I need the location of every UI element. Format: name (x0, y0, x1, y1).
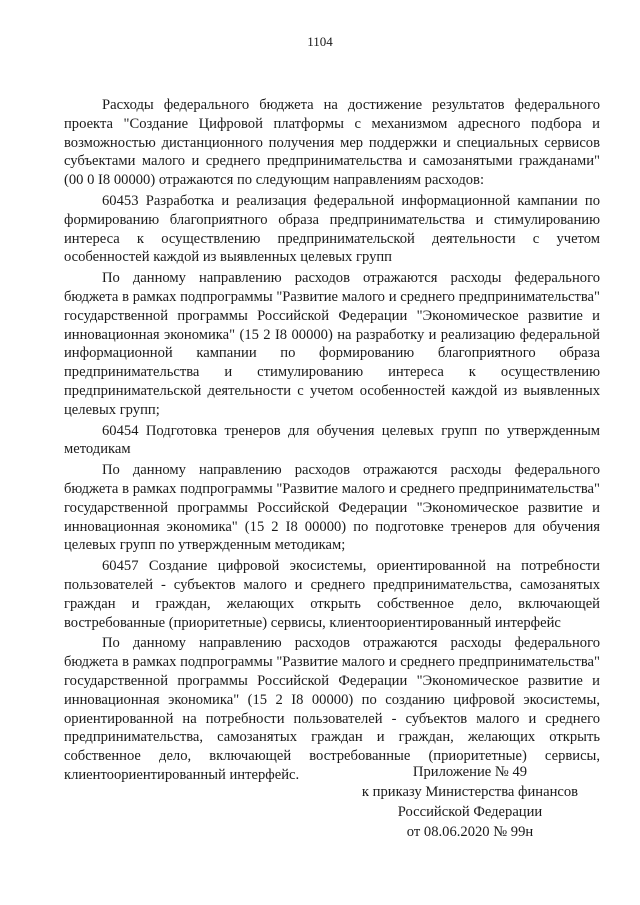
paragraph-60454-title: 60454 Подготовка тренеров для обучения целевых групп по утвержденным методикам (64, 422, 600, 458)
paragraph-60453-description: По данному направлению расходов отражаются расходы федерального бюджета в рамках подпрограммы "Развитие малого и среднего предпринимательства" государственной программы Российской Федерации "Экономическое развитие и инновационная экономика" (15 2 I8 00000) на разработку и реализацию федеральной информационной кампании по формированию благоприятного образа предпринимательства и стимулированию интереса к осуществлению предпринимательской деятельности с учетом особенностей каждой из выявленных целевых групп; (64, 270, 600, 418)
appendix-order: к приказу Министерства финансов (361, 784, 579, 800)
document-body (64, 96, 600, 785)
paragraph-60454-description: По данному направлению расходов отражаются расходы федерального бюджета в рамках подпрограммы "Развитие малого и среднего предпринимательства" государственной программы Российской Федерации "Экономическое развитие и инновационная экономика" (15 2 I8 00000) по подготовке тренеров для обучения целевых групп по утвержденным методикам; (64, 462, 600, 554)
paragraph-60453-title: 60453 Разработка и реализация федеральной информационной кампании по формированию благоприятного образа предпринимательства и стимулированию интереса к осуществлению предпринимательской деятельности с учетом особенностей каждой из выявленных целевых групп (64, 192, 600, 266)
page-number: 1104 (307, 34, 333, 49)
appendix-number: Приложение № 49 (412, 764, 528, 780)
appendix-date: от 08.06.2020 № 99н (406, 824, 534, 840)
appendix-authority: Российской Федерации (397, 804, 543, 820)
paragraph-intro: Расходы федерального бюджета на достижение результатов федерального проекта "Создание Цифровой платформы с механизмом адресного подбора и возможностью дистанционного получения мер поддержки и специальных сервисов субъектами малого и среднего предпринимательства и самозанятыми гражданами" (00 0 I8 00000) отражаются по следующим направлениям расходов: (64, 97, 600, 189)
appendix-reference (340, 762, 600, 842)
paragraph-60457-title: 60457 Создание цифровой экосистемы, ориентированной на потребности пользователей - субъектов малого и среднего предпринимательства, самозанятых граждан и граждан, желающих открыть собственное дело, включающей востребованные (приоритетные) сервисы, клиентоориентированный интерфейс (64, 558, 600, 631)
paragraph-60457-description: По данному направлению расходов отражаются расходы федерального бюджета в рамках подпрограммы "Развитие малого и среднего предпринимательства" государственной программы Российской Федерации "Экономическое развитие и инновационная экономика" (15 2 I8 00000) по созданию цифровой экосистемы, ориентированной на потребности пользователей - субъектов малого и среднего предпринимательства, самозанятых граждан и граждан, желающих открыть собственное дело, включающей востребованные (приоритетные) сервисы, клиентоориентированный интерфейс. (64, 635, 600, 783)
